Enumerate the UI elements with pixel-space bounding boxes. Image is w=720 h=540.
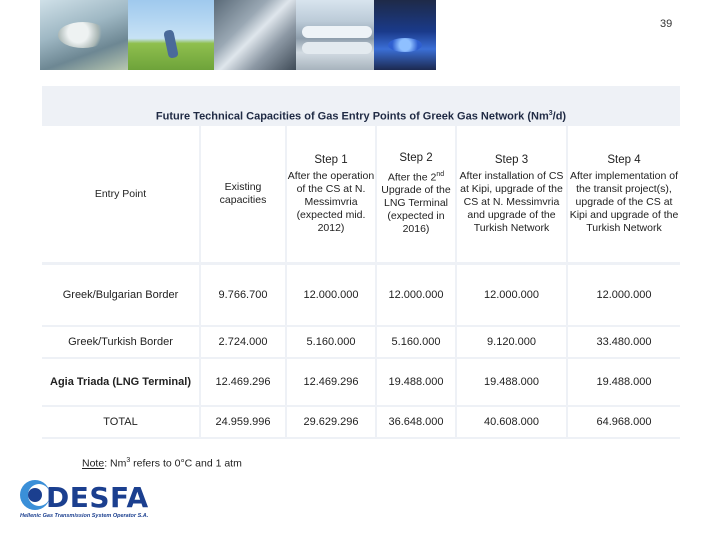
header-existing [201,126,285,262]
row-lng-s4: 19.488.000 [596,375,652,388]
row-turkish-s1: 5.160.000 [306,335,356,348]
row-bulgarian-existing: 9.766.700 [218,288,268,301]
step2-desc-post: Upgrade of the LNG Terminal (expected in 2016) [381,184,451,236]
note-post: refers to 0°C and 1 atm [130,457,242,470]
child-in-field-photo [128,0,214,70]
row-lng-s1: 12.469.296 [303,375,359,388]
lng-terminal-photo [40,0,128,70]
row-lng-s3: 19.488.000 [483,375,540,388]
table-cell-step1 [287,265,375,325]
row-turkish-s2: 5.160.000 [391,335,441,348]
table-title [42,110,680,123]
valve-wheel-photo [214,0,296,70]
row-lng-s2: 19.488.000 [388,375,444,388]
row-lng-existing: 12.469.296 [215,375,271,388]
title-text: Future Technical Capacities of Gas Entry Points of Greek Gas Network (Nm [155,110,549,123]
step2-desc-pre: After the 2 [387,171,437,184]
row-total-existing: 24.959.996 [215,415,271,428]
table-cell-step3 [457,265,566,325]
table-cell-step4 [568,327,680,357]
table-cell-step4 [568,359,680,405]
table-cell-existing [201,359,285,405]
table-cell-step1 [287,359,375,405]
table-cell-step2 [377,359,455,405]
title-suffix: /d) [552,110,567,123]
row-bulgarian-entry: Greek/Bulgarian Border [62,288,179,301]
header-step4 [568,126,680,262]
note-sup: 3 [126,457,131,464]
step3-desc: After installation of CS at Kipi, upgrade of the CS at N. Messimvria and upgrade of the Turkish Network [459,169,564,234]
row-turkish-existing: 2.724.000 [218,335,268,348]
table-cell-step4 [568,407,680,437]
photo-banner [40,0,436,70]
logo-wordmark: DESFA [46,481,149,514]
note-label: Note [82,457,105,470]
table-cell-existing [201,407,285,437]
step2-desc-sup: nd [436,170,445,178]
row-total-s3: 40.608.000 [483,415,540,428]
header-entry-point [42,126,199,262]
row-turkish-s4: 33.480.000 [596,335,652,348]
row-total-s1: 29.629.296 [303,415,359,428]
table-row-entry [42,359,199,405]
step1-label: Step 1 [314,153,348,166]
step4-desc: After implementation of the transit project(s), upgrade of the CS at Kipi and upgrade of the Turkish Network [569,169,679,234]
footnote [82,457,242,470]
row-turkish-s3: 9.120.000 [487,335,536,348]
table-cell-existing [201,327,285,357]
header-step1 [287,126,375,262]
page-number: 39 [660,18,673,30]
table-cell-step2 [377,407,455,437]
title-sup: 3 [548,110,553,117]
table-cell-step3 [457,327,566,357]
header-step3 [457,126,566,262]
row-bulgarian-s1: 12.000.000 [303,288,359,301]
header-step2 [377,126,455,262]
table-cell-step3 [457,359,566,405]
gas-flame-photo [374,0,436,70]
table-cell-step1 [287,407,375,437]
row-bulgarian-s2: 12.000.000 [388,288,444,301]
logo-tagline: Hellenic Gas Transmission System Operator S.A. [20,513,149,519]
header-existing-label: Existing capacities [219,181,267,206]
step4-label: Step 4 [607,153,641,166]
row-total-entry: TOTAL [103,415,138,428]
header-entry-point-label: Entry Point [94,187,147,200]
step1-desc: After the operation of the CS at N. Messimvria (expected mid. 2012) [287,169,375,234]
row-bulgarian-s4: 12.000.000 [596,288,652,301]
table-cell-step3 [457,407,566,437]
row-total-s2: 36.648.000 [388,415,444,428]
table-cell-step2 [377,265,455,325]
desfa-logo [18,478,178,524]
table-row-entry [42,407,199,437]
step2-label: Step 2 [399,151,433,164]
note-pre: : Nm [104,457,127,470]
table-cell-step1 [287,327,375,357]
row-turkish-entry: Greek/Turkish Border [68,335,173,348]
row-bulgarian-s3: 12.000.000 [483,288,540,301]
table-row-entry [42,265,199,325]
pipelines-photo [296,0,374,70]
table-row-entry [42,327,199,357]
table-cell-existing [201,265,285,325]
row-lng-entry: Agia Triada (LNG Terminal) [50,375,191,388]
row-total-s4: 64.968.000 [596,415,652,428]
table-cell-step2 [377,327,455,357]
table-cell-step4 [568,265,680,325]
step3-label: Step 3 [494,153,529,166]
